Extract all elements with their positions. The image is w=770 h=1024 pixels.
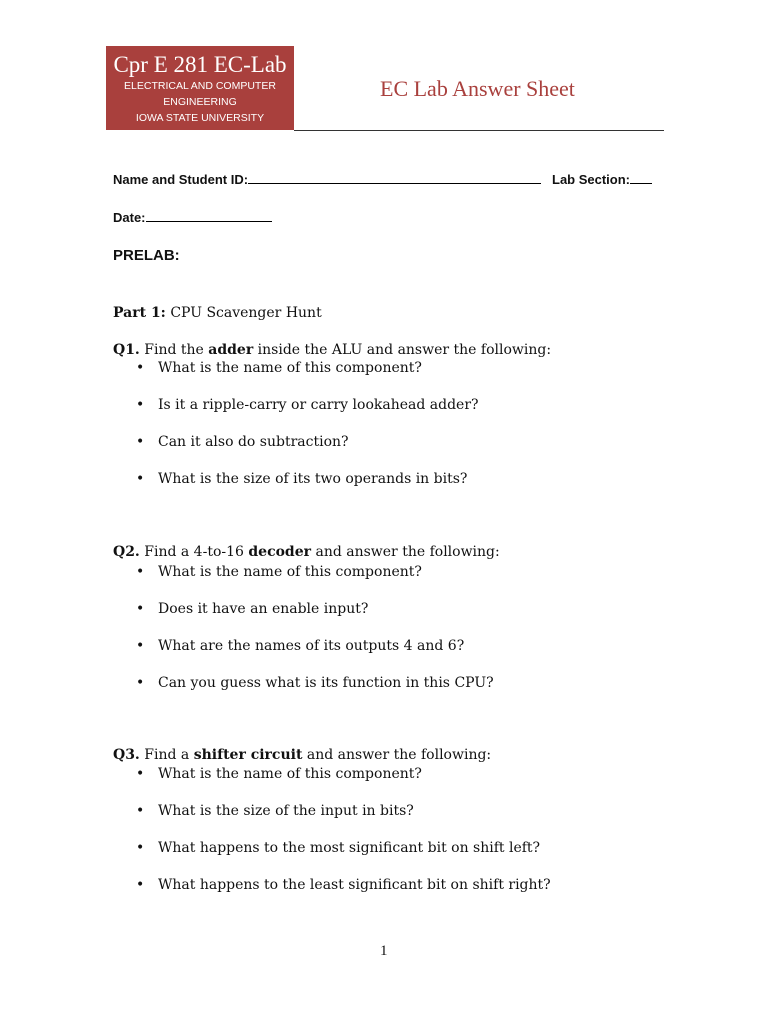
question-keyword: adder (208, 342, 254, 358)
question-number: Q2. (113, 544, 140, 560)
question-text: and answer the following: (306, 747, 492, 763)
list-item-text: What are the names of its outputs 4 and 6? (158, 638, 465, 654)
list-item-text: Can it also do subtraction? (158, 434, 349, 450)
name-id-blank[interactable] (248, 171, 541, 184)
logo-line-2: ENGINEERING (163, 96, 237, 108)
question-2-list (136, 564, 494, 712)
question-text: Find the (144, 342, 204, 358)
question-text: Find a (144, 747, 190, 763)
list-item (136, 877, 551, 914)
list-item-text: Is it a ripple-carry or carry lookahead adder? (158, 397, 479, 413)
question-1-heading (113, 342, 551, 358)
header-divider (294, 130, 664, 131)
page-number: 1 (380, 943, 388, 959)
logo-line-1: ELECTRICAL AND COMPUTER (124, 80, 276, 92)
bullet: • (136, 675, 145, 691)
logo-line-3: IOWA STATE UNIVERSITY (135, 112, 265, 124)
list-item-text: What is the name of this component? (158, 360, 422, 376)
bullet: • (136, 638, 145, 654)
list-item (136, 675, 494, 712)
bullet: • (136, 601, 145, 617)
question-keyword: shifter circuit (193, 747, 303, 763)
lab-section-field (552, 171, 652, 187)
bullet: • (136, 803, 145, 819)
bullet: • (136, 766, 145, 782)
logo-title: Cpr E 281 EC-Lab (113, 52, 287, 77)
list-item-text: What happens to the least significant bit on shift right? (158, 877, 551, 893)
list-item (136, 360, 479, 397)
list-item (136, 638, 494, 675)
name-id-label: Name and Student ID: (113, 172, 249, 187)
lab-section-blank[interactable] (630, 171, 652, 184)
question-text: Find a 4-to-16 (144, 544, 244, 560)
list-item-text: What is the name of this component? (158, 766, 422, 782)
list-item (136, 840, 551, 877)
part1-heading (113, 305, 322, 321)
question-number: Q1. (113, 342, 140, 358)
question-2-heading (113, 544, 500, 560)
question-1-list (136, 360, 479, 508)
list-item (136, 434, 479, 471)
prelab-heading: PRELAB: (113, 247, 180, 264)
question-text: and answer the following: (315, 544, 500, 560)
part1-title: CPU Scavenger Hunt (170, 305, 322, 321)
date-label: Date: (113, 210, 146, 225)
list-item-text: Can you guess what is its function in this CPU? (158, 675, 494, 691)
list-item (136, 564, 494, 601)
part1-label: Part 1: (113, 305, 166, 321)
question-keyword: decoder (248, 544, 312, 560)
lab-section-label: Lab Section: (552, 172, 631, 187)
list-item (136, 601, 494, 638)
bullet: • (136, 471, 145, 487)
course-logo (106, 46, 294, 130)
name-id-field (113, 171, 541, 187)
bullet: • (136, 564, 145, 580)
list-item-text: What is the size of its two operands in bits? (158, 471, 468, 487)
date-field (113, 209, 272, 225)
question-text: inside the ALU and answer the following: (257, 342, 552, 358)
list-item-text: What is the name of this component? (158, 564, 422, 580)
bullet: • (136, 434, 145, 450)
list-item-text: What is the size of the input in bits? (158, 803, 414, 819)
bullet: • (136, 840, 145, 856)
list-item (136, 471, 479, 508)
question-3-list (136, 766, 551, 914)
list-item (136, 397, 479, 434)
question-3-heading (113, 747, 491, 763)
question-number: Q3. (113, 747, 140, 763)
bullet: • (136, 360, 145, 376)
list-item (136, 803, 551, 840)
list-item-text: Does it have an enable input? (158, 601, 369, 617)
bullet: • (136, 397, 145, 413)
date-blank[interactable] (146, 209, 272, 222)
list-item (136, 766, 551, 803)
page-title: EC Lab Answer Sheet (380, 76, 575, 101)
list-item-text: What happens to the most significant bit on shift left? (158, 840, 541, 856)
bullet: • (136, 877, 145, 893)
